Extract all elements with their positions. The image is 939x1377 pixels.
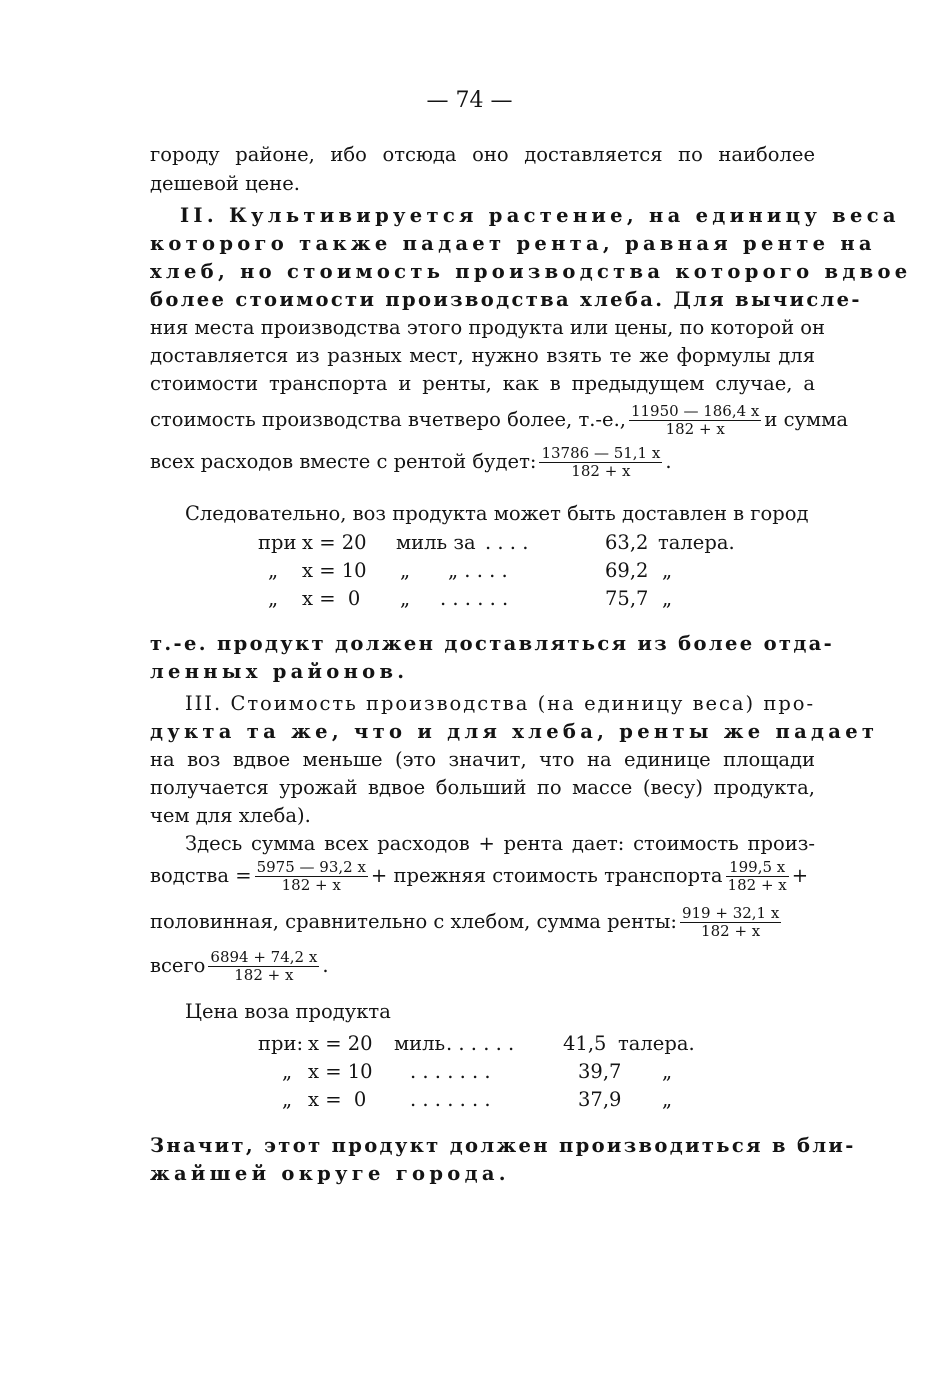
row-prefix: „ (268, 587, 279, 610)
row-price: 75,7 (605, 587, 649, 610)
fraction (629, 403, 761, 438)
row-prefix: „ (282, 1088, 293, 1111)
fraction (208, 949, 319, 984)
text-line: Следовательно, воз продукта может быть доставлен в город (185, 502, 809, 525)
row-leader-dots: . . . . . . . (410, 1060, 491, 1083)
fraction (539, 445, 662, 480)
row-price: 39,7 (578, 1060, 622, 1083)
text-line: городу районе, ибо отсюда оно доставляется по наиболее (150, 143, 815, 166)
row-currency: талера. (658, 531, 735, 554)
fraction-numerator: 6894 + 74,2 x (210, 948, 318, 966)
formula-line (150, 400, 848, 440)
spaced-line: дукта та же, что и для хлеба, ренты же падает (150, 720, 879, 743)
spaced-line: Значит, этот продукт должен производиться в бли- (150, 1134, 856, 1157)
row-prefix: „ (268, 559, 279, 582)
spaced-line: которого также падает рента, равная ренте на (150, 232, 876, 255)
text-line: на воз вдвое меньше (это значит, что на единице площади (150, 748, 815, 771)
row-unit-text: „ (400, 587, 411, 610)
text-fragment: всех расходов вместе с рентой будет: (150, 450, 537, 473)
fraction-numerator: 919 + 32,1 x (681, 904, 780, 922)
row-prefix: при: (258, 1032, 304, 1055)
fraction (255, 859, 368, 894)
row-unit-text: миль за (396, 531, 476, 554)
row-leader-dots: . . . . . . (440, 587, 509, 610)
row-prefix: при (258, 531, 297, 554)
row-price: 37,9 (578, 1088, 622, 1111)
formula-line (150, 856, 815, 896)
formula-line (150, 946, 815, 986)
row-price: 41,5 (563, 1032, 607, 1055)
fraction-numerator: 5975 — 93,2 x (256, 858, 366, 876)
page-number: — 74 — (426, 88, 513, 113)
row-leader-dots: „ . . . . (448, 559, 508, 582)
text-line: дешевой цене. (150, 172, 300, 195)
text-fragment: . (665, 450, 672, 473)
text-fragment: половинная, сравнительно с хлебом, сумма ренты: (150, 910, 677, 933)
spaced-line: ленных районов. (150, 660, 409, 683)
spaced-heading-line: II. Культивируется растение, на единицу веса (180, 204, 900, 227)
row-distance: x = 20 (302, 531, 367, 554)
text-fragment: всего (150, 954, 206, 977)
spaced-line: более стоимости производства хлеба. Для вычисле- (150, 288, 862, 311)
formula-line (150, 902, 815, 942)
text-fragment: водства = (150, 864, 252, 887)
row-currency: „ (662, 1088, 673, 1111)
row-price: 63,2 (605, 531, 649, 554)
text-fragment: + прежняя стоимость транспорта (370, 864, 723, 887)
fraction-denominator: 182 + x (571, 462, 631, 480)
row-distance: x = 20 (308, 1032, 373, 1055)
row-currency: талера. (618, 1032, 695, 1055)
formula-line (150, 442, 815, 482)
row-distance: x = 10 (302, 559, 367, 582)
row-leader-dots: . . . . . . (446, 1032, 515, 1055)
spaced-line: т.-е. продукт должен доставляться из более отда- (150, 632, 835, 655)
fraction-numerator: 11950 — 186,4 x (630, 402, 760, 420)
fraction (680, 905, 781, 940)
text-line: III. Стоимость производства (на единицу веса) про- (185, 692, 815, 715)
fraction-denominator: 182 + x (665, 420, 725, 438)
text-fragment: стоимость производства вчетверо более, т.-е., (150, 408, 626, 431)
row-distance: x = 0 (308, 1088, 367, 1111)
row-currency: „ (662, 587, 673, 610)
text-fragment: . (322, 954, 329, 977)
row-distance: x = 10 (308, 1060, 373, 1083)
spaced-line: хлеб, но стоимость производства которого вдвое (150, 260, 912, 283)
row-currency: „ (662, 1060, 673, 1083)
fraction-numerator: 199,5 x (726, 859, 789, 877)
row-distance: x = 0 (302, 587, 361, 610)
fraction-denominator: 182 + x (281, 876, 341, 894)
row-leader-dots: . . . . (485, 531, 529, 554)
fraction-denominator: 182 + x (727, 876, 787, 894)
row-price: 69,2 (605, 559, 649, 582)
row-currency: „ (662, 559, 673, 582)
text-line: стоимости транспорта и ренты, как в предыдущем случае, а (150, 372, 815, 395)
text-line: Цена воза продукта (185, 1000, 391, 1023)
text-fragment: + (791, 864, 809, 887)
row-unit-text: „ (400, 559, 411, 582)
fraction-numerator: 13786 — 51,1 x (541, 444, 661, 462)
text-line: чем для хлеба). (150, 804, 311, 827)
text-fragment: и сумма (764, 408, 848, 431)
fraction-denominator: 182 + x (701, 922, 761, 940)
fraction-denominator: 182 + x (234, 966, 294, 984)
text-line: ния места производства этого продукта или цены, по которой он (150, 316, 826, 339)
row-leader-dots: . . . . . . . (410, 1088, 491, 1111)
text-line: получается урожай вдвое больший по массе (весу) продукта, (150, 776, 815, 799)
row-unit-text: миль (394, 1032, 446, 1055)
text-line: Здесь сумма всех расходов + рента дает: стоимость произ- (185, 832, 815, 855)
row-prefix: „ (282, 1060, 293, 1083)
fraction (726, 859, 789, 894)
text-line: доставляется из разных мест, нужно взять те же формулы для (150, 344, 815, 367)
spaced-line: жайшей округе города. (150, 1162, 510, 1185)
